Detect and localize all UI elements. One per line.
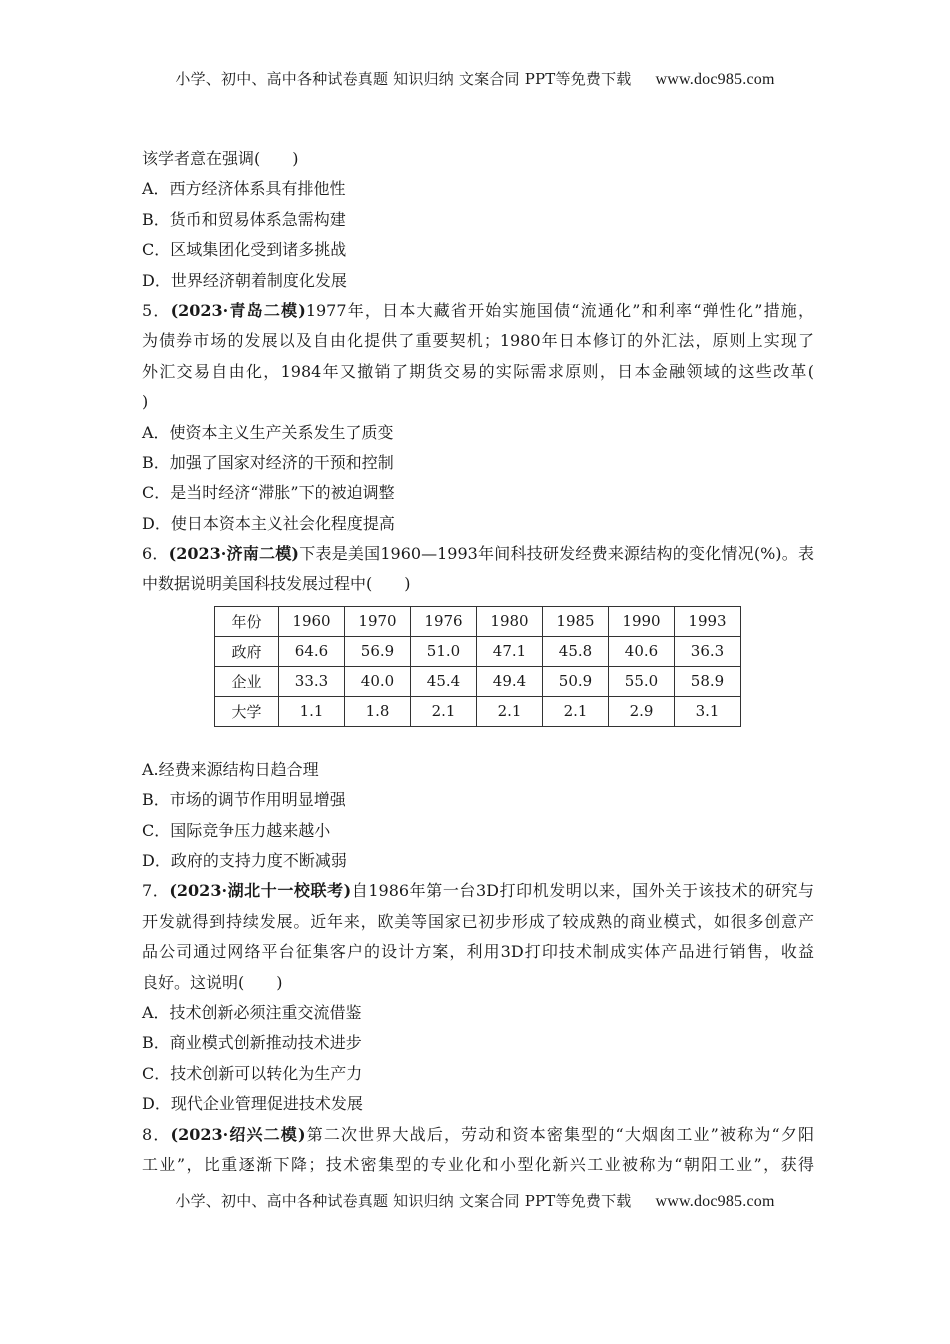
q5-stem-line-1	[142, 296, 814, 326]
q6-option-b: B．市场的调节作用明显增强	[142, 790, 346, 810]
q5-number: 5．	[142, 300, 171, 320]
table-row	[215, 696, 741, 726]
table-cell: 年份	[215, 606, 279, 636]
table-cell: 55.0	[609, 666, 675, 696]
q5-source: (2023·青岛二模)	[170, 300, 306, 320]
table-cell: 40.0	[345, 666, 411, 696]
q7-option-a: A．技术创新必须注重交流借鉴	[142, 1002, 362, 1022]
q7-stem-line-2: 开发就得到持续发展。近年来，欧美等国家已初步形成了较成熟的商业模式，如很多创意产	[142, 911, 814, 931]
q7-number: 7．	[142, 881, 170, 901]
header-url[interactable]: www.doc985.com	[655, 71, 775, 88]
table-cell: 1990	[609, 606, 675, 636]
footer-text: 小学、初中、高中各种试卷真题 知识归纳 文案合同 PPT等免费下载	[175, 1192, 632, 1210]
table-cell: 大学	[215, 696, 279, 726]
q7-stem-line-4: 良好。这说明( )	[142, 972, 283, 992]
header-text: 小学、初中、高中各种试卷真题 知识归纳 文案合同 PPT等免费下载	[175, 70, 632, 88]
q6-stem-line-1	[142, 539, 814, 569]
q4-option-a: A．西方经济体系具有排他性	[142, 179, 346, 199]
q6-option-d: D．政府的支持力度不断减弱	[142, 851, 347, 871]
table-cell: 1980	[477, 606, 543, 636]
q6-data-table	[214, 606, 741, 727]
q6-option-a: A.经费来源结构日趋合理	[142, 759, 319, 779]
q4-stem-tail: 该学者意在强调( )	[142, 149, 299, 168]
table-row	[215, 606, 741, 636]
q4-option-b: B．货币和贸易体系急需构建	[142, 209, 346, 229]
table-row	[215, 636, 741, 666]
table-cell: 40.6	[609, 636, 675, 666]
q4-option-d: D．世界经济朝着制度化发展	[142, 270, 347, 290]
q5-stem-line-3: 外汇交易自由化，1984年又撤销了期货交易的实际需求原则，日本金融领域的这些改革(	[142, 361, 814, 381]
table-cell: 3.1	[675, 696, 741, 726]
table-cell: 2.9	[609, 696, 675, 726]
table-cell: 1960	[279, 606, 345, 636]
table-cell: 1993	[675, 606, 741, 636]
table-cell: 1.8	[345, 696, 411, 726]
table-cell: 47.1	[477, 636, 543, 666]
q7-option-d: D．现代企业管理促进技术发展	[142, 1094, 363, 1114]
q7-source: (2023·湖北十一校联考)	[169, 881, 352, 901]
table-cell: 50.9	[543, 666, 609, 696]
table-cell: 58.9	[675, 666, 741, 696]
table-cell: 政府	[215, 636, 279, 666]
page-header	[0, 68, 950, 89]
q5-option-b: B．加强了国家对经济的干预和控制	[142, 452, 394, 472]
table-cell: 2.1	[543, 696, 609, 726]
table-cell: 36.3	[675, 636, 741, 666]
footer-url[interactable]: www.doc985.com	[655, 1193, 775, 1210]
table-cell: 2.1	[411, 696, 477, 726]
table-cell: 1985	[543, 606, 609, 636]
page-footer	[0, 1190, 950, 1211]
q6-option-c: C．国际竞争压力越来越小	[142, 820, 331, 840]
q5-option-a: A．使资本主义生产关系发生了质变	[142, 422, 394, 442]
q5-stem-line-2: 为债券市场的发展以及自由化提供了重要契机；1980年日本修订的外汇法，原则上实现了	[142, 331, 814, 351]
table-cell: 33.3	[279, 666, 345, 696]
q7-stem-line-3: 品公司通过网络平台征集客户的设计方案，利用3D打印技术制成实体产品进行销售，收益	[142, 942, 814, 962]
q5-stem-text-1: 1977年，日本大藏省开始实施国债“流通化”和利率“弹性化”措施，	[305, 300, 814, 320]
q7-stem-line-1	[142, 876, 814, 906]
q5-option-d: D．使日本资本主义社会化程度提高	[142, 513, 395, 533]
table-cell: 1976	[411, 606, 477, 636]
q7-stem-text-1: 自1986年第一台3D打印机发明以来，国外关于该技术的研究与	[351, 881, 814, 901]
table-cell: 51.0	[411, 636, 477, 666]
table-cell: 49.4	[477, 666, 543, 696]
q8-stem-text-1: 第二次世界大战后，劳动和资本密集型的“大烟囱工业”被称为“夕阳	[305, 1124, 814, 1144]
table-cell: 56.9	[345, 636, 411, 666]
q6-stem-text-1: 下表是美国1960—1993年间科技研发经费来源结构的变化情况(%)。表	[299, 544, 814, 564]
q4-option-c: C．区域集团化受到诸多挑战	[142, 240, 347, 260]
q8-source: (2023·绍兴二模)	[170, 1124, 306, 1144]
q8-stem-line-2: 工业”，比重逐渐下降；技术密集型的专业化和小型化新兴工业被称为“朝阳工业”，获得	[142, 1154, 814, 1174]
table-cell: 45.4	[411, 666, 477, 696]
q8-number: 8．	[142, 1124, 171, 1144]
page-content	[142, 144, 814, 1180]
q5-stem-line-4: )	[142, 392, 149, 412]
q8-stem-line-1	[142, 1120, 814, 1150]
q6-number: 6．	[142, 544, 169, 564]
q5-option-c: C．是当时经济“滞胀”下的被迫调整	[142, 483, 395, 503]
table-cell: 45.8	[543, 636, 609, 666]
table-cell: 2.1	[477, 696, 543, 726]
q6-source: (2023·济南二模)	[168, 544, 300, 564]
table-cell: 1.1	[279, 696, 345, 726]
table-cell: 64.6	[279, 636, 345, 666]
q6-stem-line-2: 中数据说明美国科技发展过程中( )	[142, 574, 411, 594]
table-cell: 企业	[215, 666, 279, 696]
q7-option-b: B．商业模式创新推动技术进步	[142, 1033, 362, 1053]
table-cell: 1970	[345, 606, 411, 636]
q7-option-c: C．技术创新可以转化为生产力	[142, 1063, 363, 1083]
table-row	[215, 666, 741, 696]
